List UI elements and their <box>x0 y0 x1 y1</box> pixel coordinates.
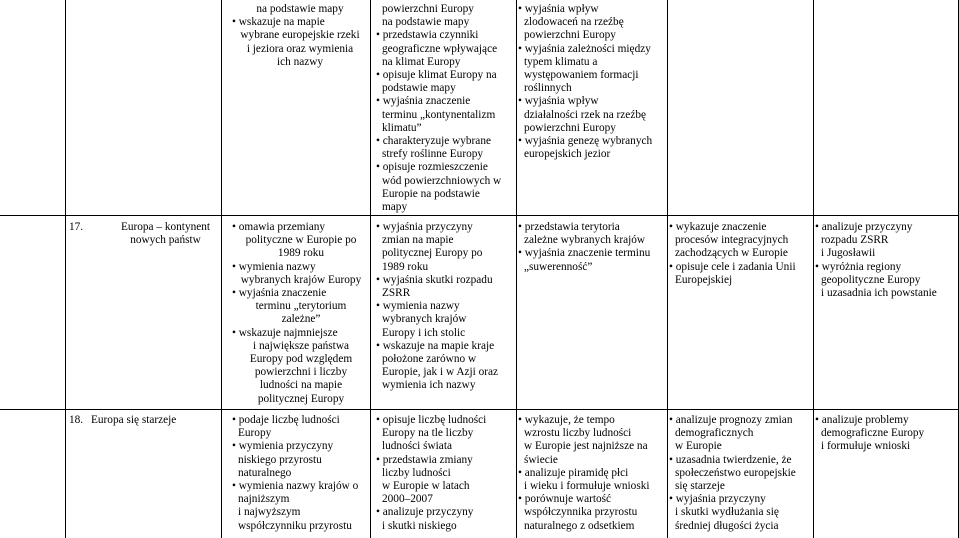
column-divider <box>813 0 814 538</box>
requirements-col2-topic17: • omawia przemiany polityczne w Europie po 1989 roku • wymienia nazwy wybranych krajów Europy • wyjaśnia znaczenie terminu „terytorium zależne” • wskazuje najmniejsze i największe państwa Europy pod względem powierzchni i liczby ludności na mapie politycznej Europy <box>232 221 362 405</box>
topic-18-number: 18. <box>69 414 84 426</box>
topic-17-title: Europa – kontynent nowych państw <box>120 221 211 247</box>
topic-18-title: Europa się starzeje <box>91 414 177 426</box>
row-divider <box>0 215 959 216</box>
column-divider <box>221 0 222 538</box>
requirements-col4-topic17: • przedstawia terytoria zależne wybranych krajów • wyjaśnia znaczenie terminu „suwerenność” <box>518 221 651 273</box>
requirements-col4-topic18: • wykazuje, że tempo wzrostu liczby ludności w Europie jest najniższe na świecie • analizuje piramidę płci i wieku i formułuje wnioski • porównuje wartość współczynnika przyrostu naturalnego z odsetkiem <box>518 414 650 532</box>
requirements-col5-topic18: • analizuje prognozy zmian demograficznych w Europie • uzasadnia twierdzenie, że społeczeństwo europejskie się starzeje • wyjaśnia przyczyny i skutki wydłużania się średniej długości życia <box>669 414 796 532</box>
row-divider <box>0 409 959 410</box>
column-divider <box>667 0 668 538</box>
column-divider <box>370 0 371 538</box>
topic-17-number: 17. <box>69 221 84 233</box>
column-divider <box>516 0 517 538</box>
requirements-col3-top: powierzchni Europy na podstawie mapy • przedstawia czynniki geograficzne wpływające na klimat Europy • opisuje klimat Europy na podstawie mapy • wyjaśnia znaczenie terminu „kontynentalizm klimatu” • charakteryzuje wybrane strefy roślinne Europy • opisuje rozmieszczenie wód powierzchniowych w Europie na podstawie mapy <box>376 3 502 214</box>
requirements-col6-topic17: • analizuje przyczyny rozpadu ZSRR i Jugosławii • wyróżnia regiony geopolityczne Europy i uzasadnia ich powstanie <box>815 221 937 300</box>
requirements-col3-topic17: • wyjaśnia przyczyny zmian na mapie politycznej Europy po 1989 roku • wyjaśnia skutki rozpadu ZSRR • wymienia nazwy wybranych krajów Europy i ich stolic • wskazuje na mapie kraje położone zarówno w Europie, jak i w Azji oraz wymienia ich nazwy <box>376 221 499 392</box>
requirements-col5-topic17: • wykazuje znaczenie procesów integracyjnych zachodzących w Europie • opisuje cele i zadania Unii Europejskiej <box>669 221 796 286</box>
requirements-col2-top: na podstawie mapy • wskazuje na mapie wybrane europejskie rzeki i jeziora oraz wymienia ich nazwy <box>232 3 360 68</box>
requirements-col4-top: • wyjaśnia wpływ zlodowaceń na rzeźbę powierzchni Europy • wyjaśnia zależności między typem klimatu a występowaniem formacji roślinnych • wyjaśnia wpływ działalności rzek na rzeźbę powierzchni Europy • wyjaśnia genezę wybranych europejskich jezior <box>518 3 653 161</box>
column-divider <box>65 0 66 538</box>
requirements-col6-topic18: • analizuje problemy demograficzne Europy i formułuje wnioski <box>815 414 925 453</box>
requirements-col3-topic18: • opisuje liczbę ludności Europy na tle liczby ludności świata • przedstawia zmiany liczby ludności w Europie w latach 2000–2007 • analizuje przyczyny i skutki niskiego <box>376 414 487 532</box>
requirements-col2-topic18: • podaje liczbę ludności Europy • wymienia przyczyny niskiego przyrostu naturalnego • wymienia nazwy krajów o najniższym i najwyższym współczynniku przyrostu <box>232 414 359 532</box>
